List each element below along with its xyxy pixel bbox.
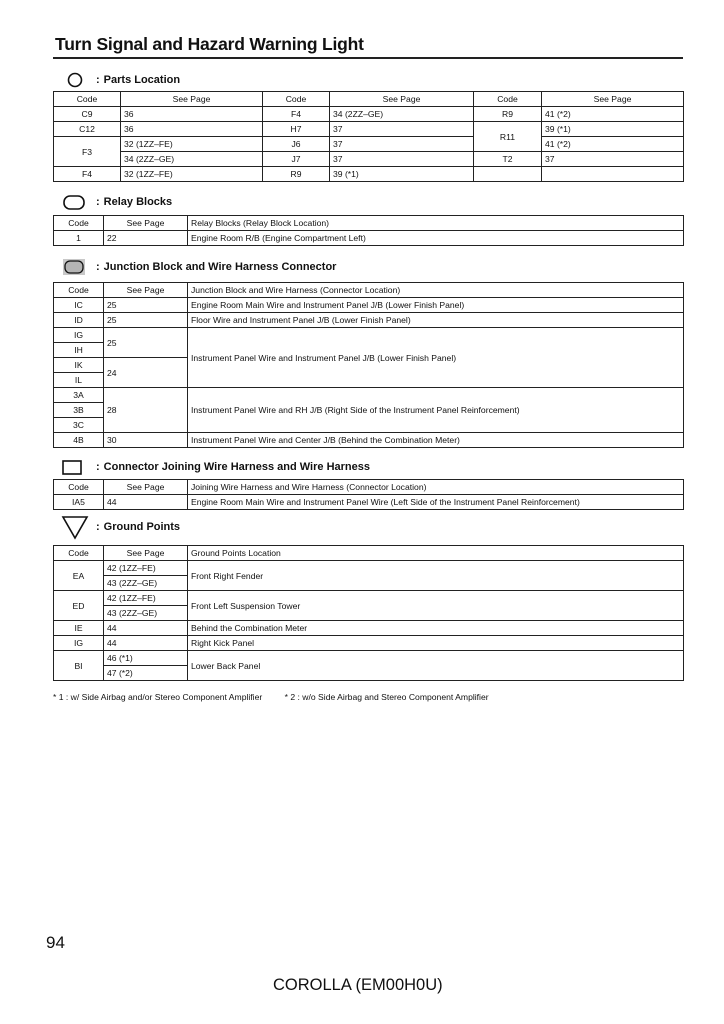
table-header-row [54,216,684,231]
page-cell: 25 [104,313,188,328]
code-cell: R9 [474,107,542,122]
connector-joining-heading [60,457,370,477]
page-cell: 43 (2ZZ–GE) [104,576,188,591]
code-cell: 4B [54,433,104,448]
table-header-row [54,480,684,495]
table-row [54,122,684,137]
location-cell: Front Left Suspension Tower [188,591,684,621]
page-cell: 37 [542,152,684,167]
code-cell: EA [54,561,104,591]
page-cell: 32 (1ZZ–FE) [121,167,263,182]
code-cell: ID [54,313,104,328]
rounded-rect-icon [60,192,90,212]
code-cell: F4 [54,167,121,182]
section-title: Junction Block and Wire Harness Connector [103,261,337,273]
table-row [54,152,684,167]
table-header-row [54,546,684,561]
code-cell: IE [54,621,104,636]
code-cell: R11 [474,122,542,152]
code-cell: F4 [263,107,330,122]
page-cell: 47 (*2) [104,666,188,681]
triangle-icon [60,514,90,540]
colon: : [96,196,100,208]
header-cell: See Page [104,546,188,561]
page-cell: 44 [104,621,188,636]
page-cell: 39 (*1) [542,122,684,137]
code-cell: J6 [263,137,330,152]
table-row [54,591,684,606]
page-cell: 37 [330,137,474,152]
code-cell: T2 [474,152,542,167]
junction-block-table [53,282,684,448]
code-cell: IH [54,343,104,358]
page-cell: 28 [104,388,188,433]
header-cell: Code [474,92,542,107]
footnote-2: * 2 : w/o Side Airbag and Stereo Component Amplifier [284,692,489,702]
table-row [54,621,684,636]
code-cell: R9 [263,167,330,182]
code-cell: C12 [54,122,121,137]
table-row [54,561,684,576]
location-cell: Floor Wire and Instrument Panel J/B (Lower Finish Panel) [188,313,684,328]
table-row [54,313,684,328]
page-cell: 36 [121,107,263,122]
shaded-rounded-rect-icon [60,257,90,277]
parts-location-table [53,91,684,182]
header-cell: Code [54,480,104,495]
code-cell: IC [54,298,104,313]
section-title: Connector Joining Wire Harness and Wire Harness [103,461,370,473]
code-cell: IG [54,636,104,651]
code-cell: 3C [54,418,104,433]
page-cell: 41 (*2) [542,137,684,152]
relay-blocks-heading [60,192,172,212]
header-cell: Junction Block and Wire Harness (Connector Location) [188,283,684,298]
page-cell: 44 [104,636,188,651]
table-row [54,328,684,343]
page-cell: 43 (2ZZ–GE) [104,606,188,621]
relay-blocks-table [53,215,684,246]
header-cell: Relay Blocks (Relay Block Location) [188,216,684,231]
page-cell: 44 [104,495,188,510]
page-cell: 37 [330,122,474,137]
location-cell: Instrument Panel Wire and Instrument Panel J/B (Lower Finish Panel) [188,328,684,388]
code-cell: IA5 [54,495,104,510]
page-cell: 36 [121,122,263,137]
header-cell: See Page [104,283,188,298]
page-cell: 42 (1ZZ–FE) [104,561,188,576]
code-cell: 3B [54,403,104,418]
connector-joining-table [53,479,684,510]
table-row [54,388,684,403]
code-cell [474,167,542,182]
footnotes [53,692,509,702]
page-cell: 37 [330,152,474,167]
page-cell: 25 [104,328,188,358]
header-cell: See Page [104,480,188,495]
location-cell: Engine Room Main Wire and Instrument Panel Wire (Left Side of the Instrument Panel Reinforcement) [188,495,684,510]
code-cell: IG [54,328,104,343]
header-cell: See Page [542,92,684,107]
location-cell: Engine Room Main Wire and Instrument Panel J/B (Lower Finish Panel) [188,298,684,313]
square-icon [60,457,90,477]
code-cell: 3A [54,388,104,403]
location-cell: Front Right Fender [188,561,684,591]
page-cell: 25 [104,298,188,313]
page-number: 94 [46,933,65,952]
location-cell: Instrument Panel Wire and RH J/B (Right Side of the Instrument Panel Reinforcement) [188,388,684,433]
ground-points-heading [60,517,180,537]
colon: : [96,461,100,473]
code-cell: J7 [263,152,330,167]
header-cell: Code [54,546,104,561]
location-cell: Instrument Panel Wire and Center J/B (Behind the Combination Meter) [188,433,684,448]
page-cell: 32 (1ZZ–FE) [121,137,263,152]
page-cell: 24 [104,358,188,388]
circle-icon [60,70,90,90]
page-cell: 46 (*1) [104,651,188,666]
page-title: Turn Signal and Hazard Warning Light [55,34,364,54]
header-cell: See Page [330,92,474,107]
header-cell: Code [263,92,330,107]
page-cell: 22 [104,231,188,246]
code-cell: ED [54,591,104,621]
table-header-row [54,283,684,298]
table-row [54,433,684,448]
table-row [54,167,684,182]
header-cell: Code [54,283,104,298]
page-cell: 42 (1ZZ–FE) [104,591,188,606]
footer-model: COROLLA (EM00H0U) [273,976,443,994]
location-cell: Lower Back Panel [188,651,684,681]
code-cell: 1 [54,231,104,246]
code-cell: IL [54,373,104,388]
parts-location-heading [60,70,180,90]
page-cell [542,167,684,182]
footnote-1: * 1 : w/ Side Airbag and/or Stereo Component Amplifier [53,692,263,702]
header-cell: Code [54,216,104,231]
header-cell: Joining Wire Harness and Wire Harness (Connector Location) [188,480,684,495]
colon: : [96,74,100,86]
location-cell: Engine Room R/B (Engine Compartment Left) [188,231,684,246]
page-cell: 34 (2ZZ–GE) [121,152,263,167]
section-title: Relay Blocks [103,196,173,208]
title-rule [53,57,683,59]
header-cell: Ground Points Location [188,546,684,561]
code-cell: BI [54,651,104,681]
table-row [54,636,684,651]
table-row [54,231,684,246]
junction-block-heading [60,257,336,277]
header-cell: See Page [104,216,188,231]
page-cell: 34 (2ZZ–GE) [330,107,474,122]
code-cell: IK [54,358,104,373]
page-cell: 39 (*1) [330,167,474,182]
code-cell: F3 [54,137,121,167]
table-row [54,298,684,313]
header-cell: Code [54,92,121,107]
table-row [54,495,684,510]
page-cell: 41 (*2) [542,107,684,122]
section-title: Parts Location [103,74,181,86]
colon: : [96,261,100,273]
location-cell: Right Kick Panel [188,636,684,651]
section-title: Ground Points [103,521,181,533]
code-cell: C9 [54,107,121,122]
table-row [54,137,684,152]
ground-points-table [53,545,684,681]
header-cell: See Page [121,92,263,107]
colon: : [96,521,100,533]
table-row [54,651,684,666]
location-cell: Behind the Combination Meter [188,621,684,636]
code-cell: H7 [263,122,330,137]
page-cell: 30 [104,433,188,448]
table-header-row [54,92,684,107]
table-row [54,107,684,122]
